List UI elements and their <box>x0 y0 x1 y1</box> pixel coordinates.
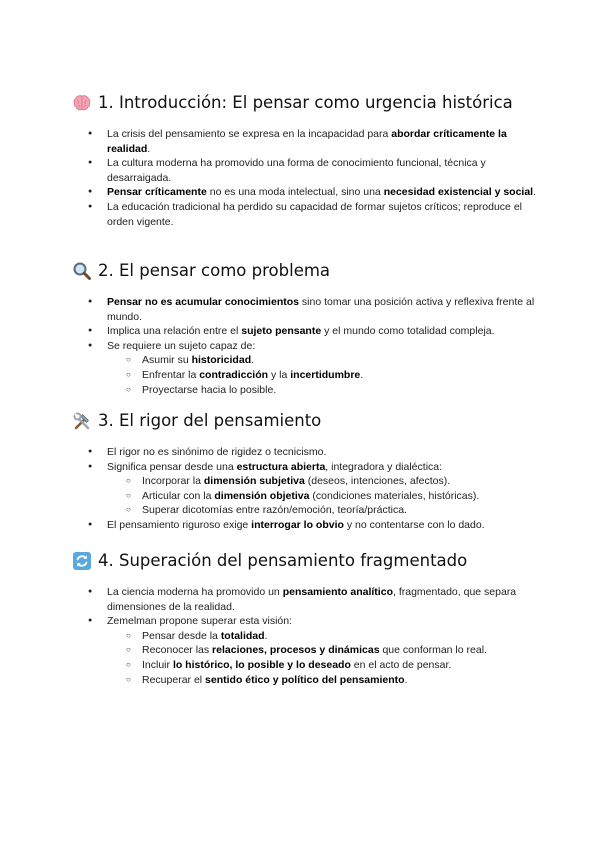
magnifying-glass-icon <box>72 261 92 281</box>
section-title: 2. El pensar como problema <box>98 261 331 280</box>
section-heading <box>72 91 542 115</box>
section-introduccion <box>72 91 542 229</box>
section-title: 3. El rigor del pensamiento <box>98 411 322 430</box>
list-item: ● Se requiere un sujeto capaz de: ○ Asumir su historicidad. ○ Enfrentar la contradicción y la incertidumbre. ○ Proyectarse hacia lo posible. <box>72 339 542 397</box>
section-rigor <box>72 409 542 533</box>
bullet-list <box>72 585 542 687</box>
list-item: ● Implica una relación entre el sujeto pensante y el mundo como totalidad compleja. <box>72 324 542 339</box>
sub-list-item: ○ Reconocer las relaciones, procesos y dinámicas que conforman lo real. <box>107 643 542 658</box>
sub-list <box>107 474 542 518</box>
sub-list-item: ○ Enfrentar la contradicción y la incertidumbre. <box>107 368 542 383</box>
list-item: ● La crisis del pensamiento se expresa en la incapacidad para abordar críticamente la realidad. <box>72 127 542 156</box>
bullet-list <box>72 127 542 229</box>
section-superacion <box>72 549 542 687</box>
sub-list <box>107 629 542 687</box>
list-item: ● La cultura moderna ha promovido una forma de conocimiento funcional, técnica y desarraigada. <box>72 156 542 185</box>
sub-list-item: ○ Incorporar la dimensión subjetiva (deseos, intenciones, afectos). <box>107 474 542 489</box>
section-heading <box>72 409 542 433</box>
hammer-wrench-icon <box>72 411 92 431</box>
list-item: ● El rigor no es sinónimo de rigidez o tecnicismo. <box>72 445 542 460</box>
list-item: ● Zemelman propone superar esta visión: ○ Pensar desde la totalidad. ○ Reconocer las relaciones, procesos y dinámicas que conforman lo real. ○ Incluir lo histórico, lo posible y lo deseado en el acto de pensar. ○ Recuperar el sentido ético y político del pensamiento. <box>72 614 542 687</box>
sub-list-item: ○ Superar dicotomías entre razón/emoción, teoría/práctica. <box>107 503 542 518</box>
sub-list-item: ○ Recuperar el sentido ético y político del pensamiento. <box>107 673 542 688</box>
sub-list <box>107 353 542 397</box>
list-item: ● La ciencia moderna ha promovido un pensamiento analítico, fragmentado, que separa dimensiones de la realidad. <box>72 585 542 614</box>
section-title: 1. Introducción: El pensar como urgencia histórica <box>98 93 513 112</box>
sub-list-item: ○ Pensar desde la totalidad. <box>107 629 542 644</box>
sub-list-item: ○ Incluir lo histórico, lo posible y lo deseado en el acto de pensar. <box>107 658 542 673</box>
brain-icon <box>72 93 92 113</box>
section-pensar-problema <box>72 259 542 397</box>
section-heading <box>72 549 542 573</box>
list-item: ● Significa pensar desde una estructura abierta, integradora y dialéctica: ○ Incorporar la dimensión subjetiva (deseos, intenciones, afectos). ○ Articular con la dimensión objetiva (condiciones materiales, históricas). ○ Superar dicotomías entre razón/emoción, teoría/práctica. <box>72 460 542 518</box>
sub-list-item: ○ Asumir su historicidad. <box>107 353 542 368</box>
list-item: ● El pensamiento riguroso exige interrogar lo obvio y no contentarse con lo dado. <box>72 518 542 533</box>
refresh-arrows-icon <box>72 551 92 571</box>
section-heading <box>72 259 542 283</box>
bullet-list <box>72 445 542 533</box>
sub-list-item: ○ Proyectarse hacia lo posible. <box>107 383 542 398</box>
bullet-list <box>72 295 542 397</box>
section-title: 4. Superación del pensamiento fragmentado <box>98 551 468 570</box>
list-item: ● Pensar críticamente no es una moda intelectual, sino una necesidad existencial y social. <box>72 185 542 200</box>
sub-list-item: ○ Articular con la dimensión objetiva (condiciones materiales, históricas). <box>107 489 542 504</box>
list-item: ● Pensar no es acumular conocimientos sino tomar una posición activa y reflexiva frente al mundo. <box>72 295 542 324</box>
list-item: ● La educación tradicional ha perdido su capacidad de formar sujetos críticos; reproduce el orden vigente. <box>72 200 542 229</box>
